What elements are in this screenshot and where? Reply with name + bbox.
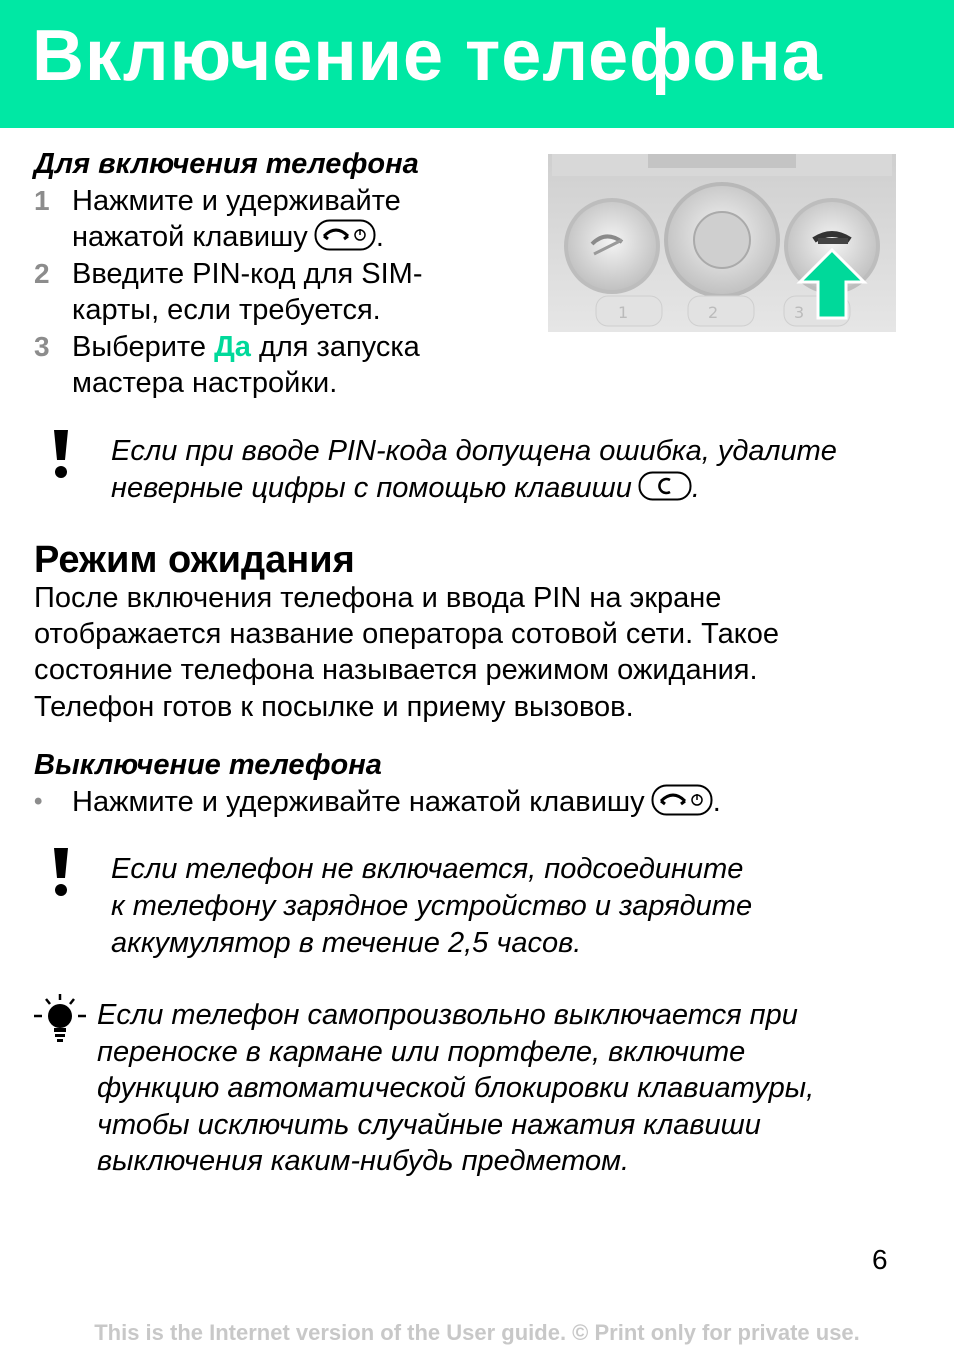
- standby-paragraph-line: Телефон готов к посылке и приему вызовов.: [34, 691, 634, 723]
- standby-paragraph-line: состояние телефона называется режимом ожидания.: [34, 654, 758, 686]
- turn-off-heading: Выключение телефона: [34, 749, 382, 781]
- phone-keypad-illustration: [548, 154, 896, 332]
- end-key-icon: [314, 219, 376, 251]
- turn-off-instruction: Нажмите и удерживайте нажатой клавишу .: [72, 786, 721, 818]
- clear-key-icon: [638, 471, 692, 501]
- tip-line: переноске в кармане или портфеле, включите: [97, 1036, 746, 1068]
- step-1-line-2: нажатой клавишу .: [72, 221, 384, 253]
- step-number: 1: [34, 185, 50, 216]
- yes-option: Да: [214, 331, 251, 363]
- page-title: Включение телефона: [32, 16, 823, 96]
- turn-on-heading: Для включения телефона: [34, 148, 419, 180]
- image-key-2: 2: [708, 303, 719, 322]
- end-key-icon: [651, 784, 713, 816]
- charge-note-line: к телефону зарядное устройство и зарядите: [111, 890, 753, 922]
- page-number: 6: [872, 1244, 888, 1275]
- warning-icon: [50, 846, 72, 898]
- tip-line: функцию автоматической блокировки клавиатуры,: [97, 1072, 815, 1104]
- bullet: •: [34, 788, 43, 815]
- image-key-1: 1: [618, 303, 629, 322]
- tip-bulb-icon: [32, 992, 88, 1046]
- warning-icon: [50, 428, 72, 480]
- step-number: 2: [34, 258, 50, 289]
- step-2-line-1: Введите PIN-код для SIM-: [72, 258, 423, 290]
- footer-notice: This is the Internet version of the User guide. © Print only for private use.: [94, 1320, 860, 1345]
- standby-heading: Режим ожидания: [34, 539, 355, 581]
- charge-note-line: Если телефон не включается, подсоедините: [111, 853, 744, 885]
- step-3-line-1: Выберите Да для запуска: [72, 331, 420, 363]
- step-2-line-2: карты, если требуется.: [72, 294, 381, 326]
- pin-note-line-2: неверные цифры с помощью клавиши .: [111, 472, 700, 504]
- step-number: 3: [34, 331, 50, 362]
- image-key-3: 3: [794, 303, 805, 322]
- header-band: [0, 0, 954, 128]
- charge-note-line: аккумулятор в течение 2,5 часов.: [111, 927, 582, 959]
- tip-line: Если телефон самопроизвольно выключается при: [97, 999, 798, 1031]
- step-3-line-2: мастера настройки.: [72, 367, 338, 399]
- tip-line: чтобы исключить случайные нажатия клавиши: [97, 1109, 761, 1141]
- tip-line: выключения каким-нибудь предметом.: [97, 1145, 630, 1177]
- standby-paragraph-line: После включения телефона и ввода PIN на экране: [34, 582, 722, 614]
- standby-paragraph-line: отображается название оператора сотовой сети. Такое: [34, 618, 779, 650]
- pin-note-line-1: Если при вводе PIN-кода допущена ошибка, удалите: [111, 435, 837, 467]
- step-1-line-1: Нажмите и удерживайте: [72, 185, 401, 217]
